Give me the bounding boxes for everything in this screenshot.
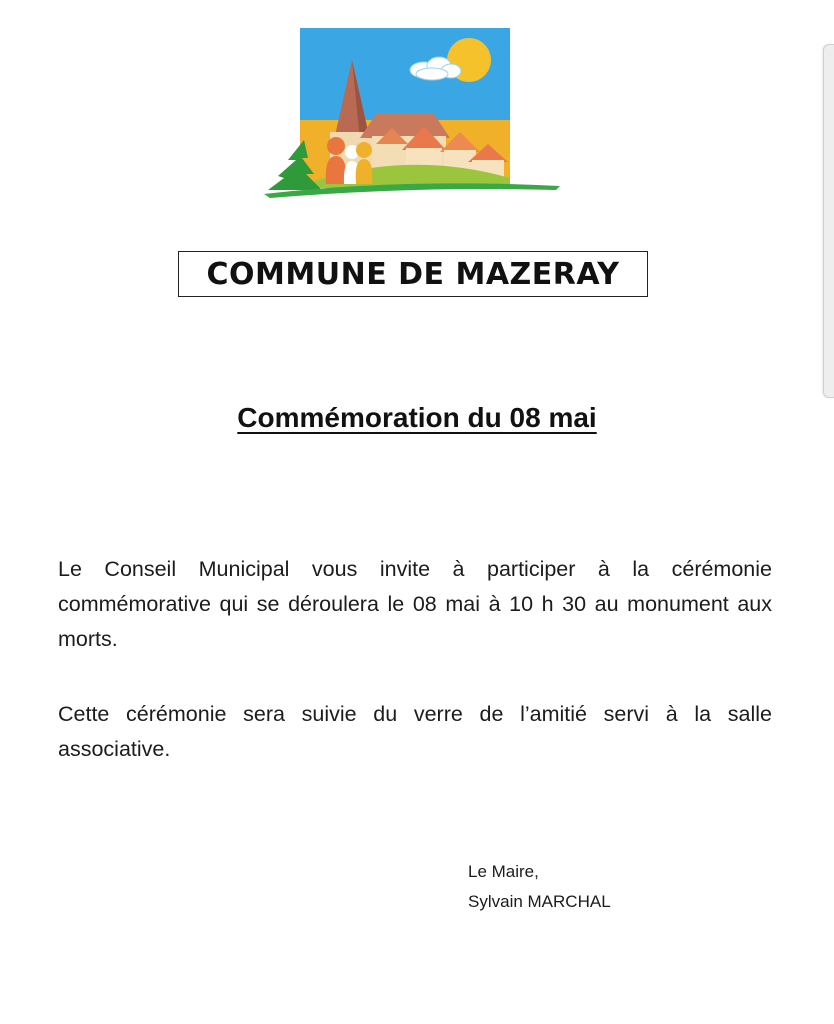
event-title bbox=[0, 402, 834, 434]
invitation-paragraph: Le Conseil Municipal vous invite à participer à la cérémonie commémorative qui se déroulera le 08 mai à 10 h 30 au monument aux morts. bbox=[58, 557, 772, 651]
signature-role: Le Maire, bbox=[468, 862, 539, 881]
event-title-text: Commémoration du 08 mai bbox=[237, 402, 597, 433]
signature-block bbox=[468, 857, 611, 917]
commune-title: COMMUNE DE MAZERAY bbox=[178, 251, 648, 297]
signature-name: Sylvain MARCHAL bbox=[468, 892, 611, 911]
reception-paragraph: Cette cérémonie sera suivie du verre de l’amitié servi à la salle associative. bbox=[58, 702, 772, 761]
village-church-logo-icon bbox=[264, 28, 564, 204]
scroll-indicator[interactable] bbox=[823, 44, 834, 398]
